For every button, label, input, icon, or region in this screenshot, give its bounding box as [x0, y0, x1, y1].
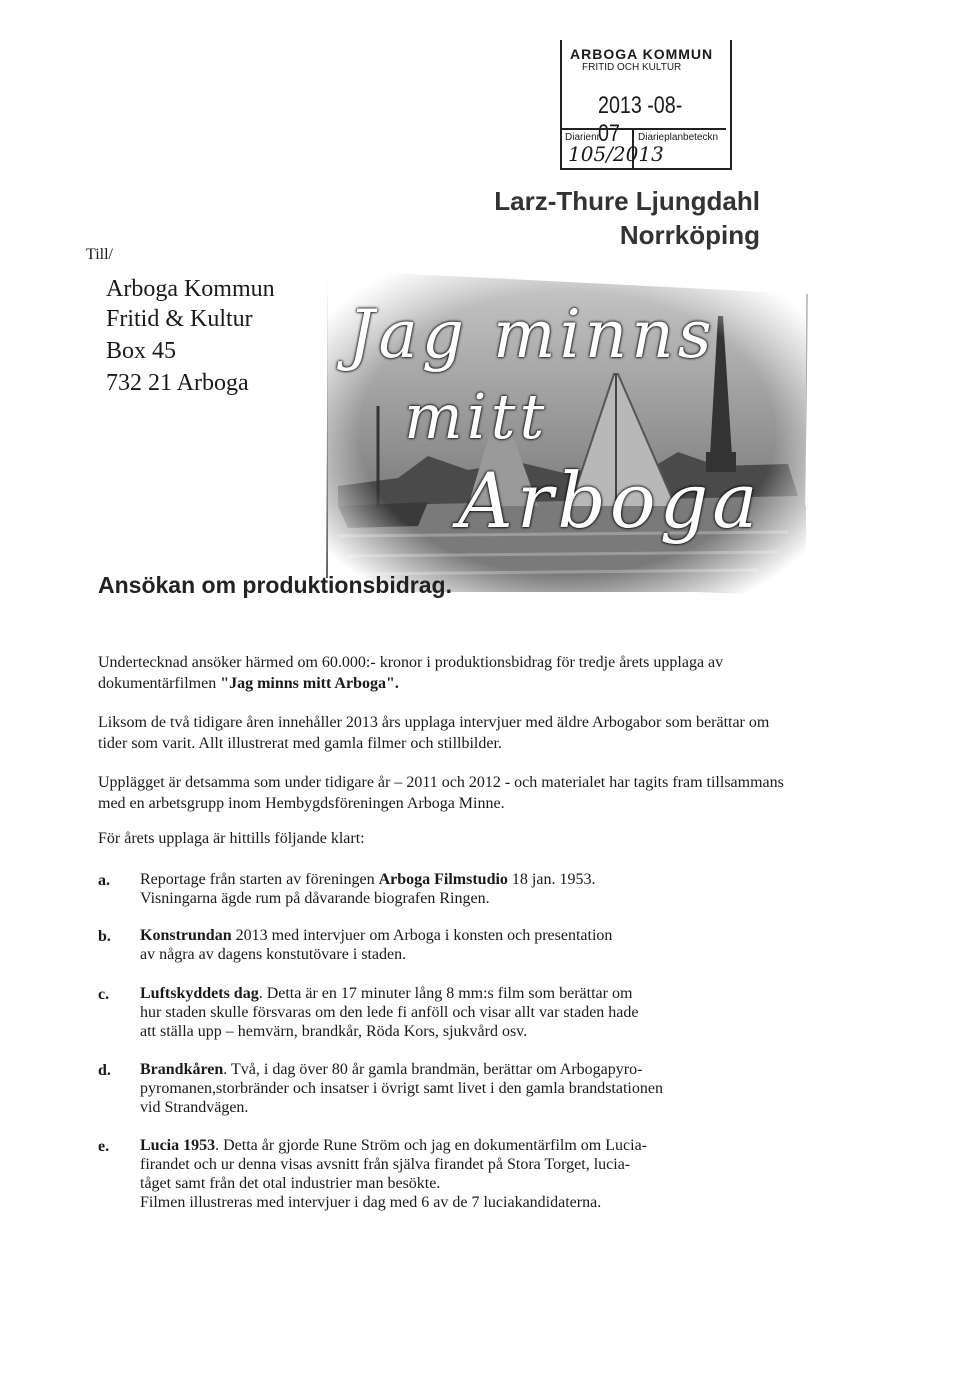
item-bold-text: Konstrundan: [140, 927, 232, 944]
item-text: . Detta är en 17 minuter lång 8 mm:s film som berättar om: [258, 985, 633, 1002]
stamp-department: FRITID OCH KULTUR: [582, 62, 682, 73]
item-letter: a.: [98, 872, 110, 889]
item-b: [140, 926, 820, 964]
item-bold-text: Brandkåren: [140, 1061, 224, 1078]
picture-title-line-1: Jag minns: [348, 296, 716, 373]
item-text: 2013 med intervjuer om Arboga i konsten och presentation: [231, 927, 613, 944]
recipient-prefix: Till/: [86, 246, 113, 263]
item-text: tåget samt från det otal industrier man besökte.: [140, 1175, 441, 1192]
paragraph-2: Liksom de två tidigare åren innehåller 2013 års upplaga intervjuer med äldre Arbogabor som berättar om tider som varit. Allt illustrerat med gamla filmer och stillbilder.: [98, 714, 770, 752]
item-c: [140, 984, 820, 1041]
item-text: Visningarna ägde rum på dåvarande biografen Ringen.: [140, 890, 490, 907]
item-bold-text: Luftskyddets dag: [140, 985, 259, 1002]
stamp-grid: [562, 128, 726, 168]
paragraph-1-text: Undertecknad ansöker härmed om 60.000:- kronor i produktionsbidrag för tredje årets upplaga av dokumentärfilmen: [98, 654, 724, 692]
item-text: Reportage från starten av föreningen: [140, 871, 379, 888]
item-d: [140, 1060, 820, 1117]
item-letter: c.: [98, 986, 110, 1003]
stamp-plan-label: Diarieplanbeteckn: [638, 132, 719, 143]
item-bold-text: Arboga Filmstudio: [378, 871, 508, 888]
item-text: . Detta år gjorde Rune Ström och jag en dokumentärfilm om Lucia-: [215, 1137, 647, 1154]
item-text: av några av dagens konstutövare i staden.: [140, 946, 407, 963]
document-heading: Ansökan om produktionsbidrag.: [98, 572, 452, 598]
recipient-line: Box 45: [106, 338, 177, 364]
recipient-line: Fritid & Kultur: [106, 306, 253, 332]
film-title: "Jag minns mitt Arboga".: [220, 675, 399, 692]
paragraph-4: För årets upplaga är hittills följande klart:: [98, 830, 365, 847]
item-e: [140, 1136, 820, 1212]
item-text: hur staden skulle försvaras om den lede fi anföll och visar allt var staden hade: [140, 1004, 639, 1021]
stamp-date: 2013 -08- 07: [598, 92, 683, 147]
item-text: firandet och ur denna visas avsnitt från själva firandet på Stora Torget, lucia-: [140, 1156, 631, 1173]
sender-city: Norrköping: [619, 220, 760, 250]
item-text: . Två, i dag över 80 år gamla brandmän, berättar om Arbogapyro-: [223, 1061, 643, 1078]
paragraph-3: Upplägget är detsamma som under tidigare år – 2011 och 2012 - och materialet har tagits fram tillsammans med en arbetsgrupp inom Hembygdsföreningen Arboga Minne.: [98, 774, 784, 812]
stamp-organization: ARBOGA KOMMUN: [570, 46, 714, 62]
item-text: 18 jan. 1953.: [507, 871, 596, 888]
item-bold-text: Lucia 1953: [140, 1137, 216, 1154]
item-letter: e.: [98, 1138, 110, 1155]
registration-stamp: [560, 40, 732, 170]
stamp-diarienr-handwritten: 105/2013: [568, 142, 664, 166]
harbor-picture: [318, 256, 814, 602]
picture-title-line-3: Arboga: [458, 456, 762, 545]
picture-title-line-2: mitt: [404, 380, 549, 453]
item-text: vid Strandvägen.: [140, 1099, 249, 1116]
item-text: Filmen illustreras med intervjuer i dag med 6 av de 7 luciakandidaterna.: [140, 1194, 602, 1211]
stamp-diarienr-label: Diarienr: [565, 132, 601, 143]
item-text: att ställa upp – hemvärn, brandkår, Röda Kors, sjukvård osv.: [140, 1023, 528, 1040]
recipient-line: 732 21 Arboga: [106, 370, 249, 396]
stamp-diarienr-cell: [562, 130, 664, 168]
sender-name: Larz-Thure Ljungdahl: [494, 186, 760, 216]
recipient-line: Arboga Kommun: [106, 276, 275, 302]
item-a: [140, 870, 820, 908]
paragraph-1: [98, 652, 788, 694]
item-letter: b.: [98, 928, 111, 945]
item-text: pyromanen,storbränder och insatser i övrigt samt livet i den gamla brandstationen: [140, 1080, 663, 1097]
item-letter: d.: [98, 1062, 111, 1079]
